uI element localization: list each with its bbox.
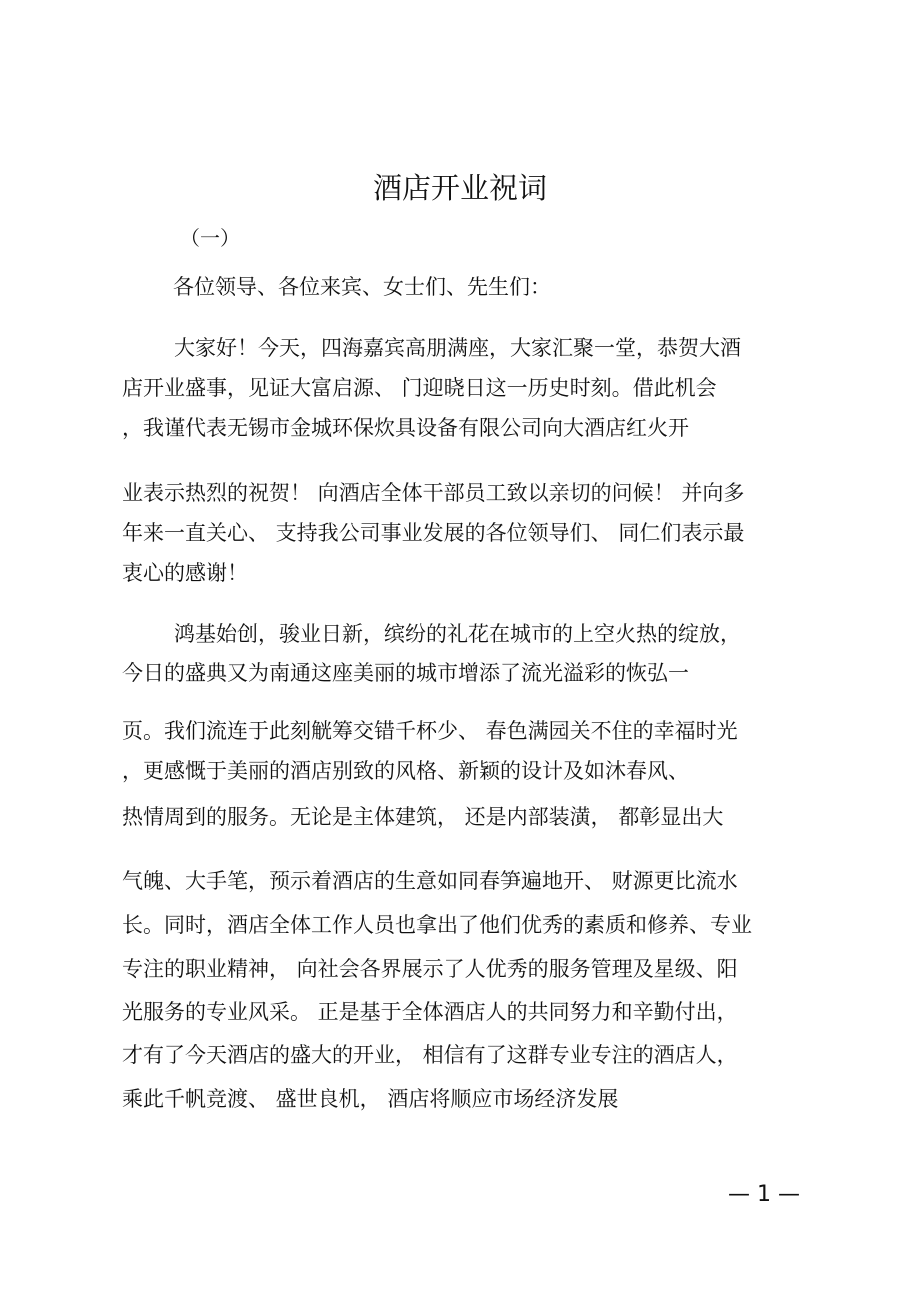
body-line: 今日的盛典又为南通这座美丽的城市增添了流光溢彩的恢弘一 [122, 661, 689, 685]
salutation: 各位领导、各位来宾、女士们、先生们： [173, 275, 551, 299]
body-line: 业表示热烈的祝贺！ 向酒店全体干部员工致以亲切的问候！ 并向多 [122, 481, 745, 505]
body-line: 热情周到的服务。无论是主体建筑， 还是内部装潢， 都彰显出大 [122, 805, 724, 829]
page-number: — 1 — [728, 1182, 800, 1207]
body-line: 鸿基始创，骏业日新，缤纷的礼花在城市的上空火热的绽放， [174, 622, 741, 646]
body-line: 光服务的专业风采。 正是基于全体酒店人的共同努力和辛勤付出， [122, 1000, 738, 1024]
body-line: 乘此千帆竞渡、 盛世良机， 酒店将顺应市场经济发展 [122, 1087, 619, 1111]
body-line: 大家好！今天，四海嘉宾高朋满座，大家汇聚一堂，恭贺大酒 [174, 336, 741, 360]
body-line: ，更感慨于美丽的酒店别致的风格、新颖的设计及如沐春风、 [122, 759, 689, 783]
body-line: 衷心的感谢！ [122, 561, 248, 585]
body-line: 页。我们流连于此刻觥筹交错千杯少、 春色满园关不住的幸福时光 [122, 719, 738, 743]
body-line: 专注的职业精神， 向社会各界展示了人优秀的服务管理及星级、阳 [122, 957, 738, 981]
body-line: ，我谨代表无锡市金城环保炊具设备有限公司向大酒店红火开 [122, 416, 689, 440]
body-line: 长。同时，酒店全体工作人员也拿出了他们优秀的素质和修养、专业 [122, 913, 752, 937]
body-line: 才有了今天酒店的盛大的开业， 相信有了这群专业专注的酒店人， [122, 1043, 738, 1067]
document-title: 酒店开业祝词 [372, 171, 547, 205]
section-marker: （一） [180, 226, 240, 250]
body-line: 气魄、大手笔，预示着酒店的生意如同春笋遍地开、 财源更比流水 [122, 869, 738, 893]
body-line: 年来一直关心、 支持我公司事业发展的各位领导们、 同仁们表示最 [122, 521, 745, 545]
body-line: 店开业盛事，见证大富启源、 门迎晓日这一历史时刻。借此机会 [122, 376, 717, 400]
